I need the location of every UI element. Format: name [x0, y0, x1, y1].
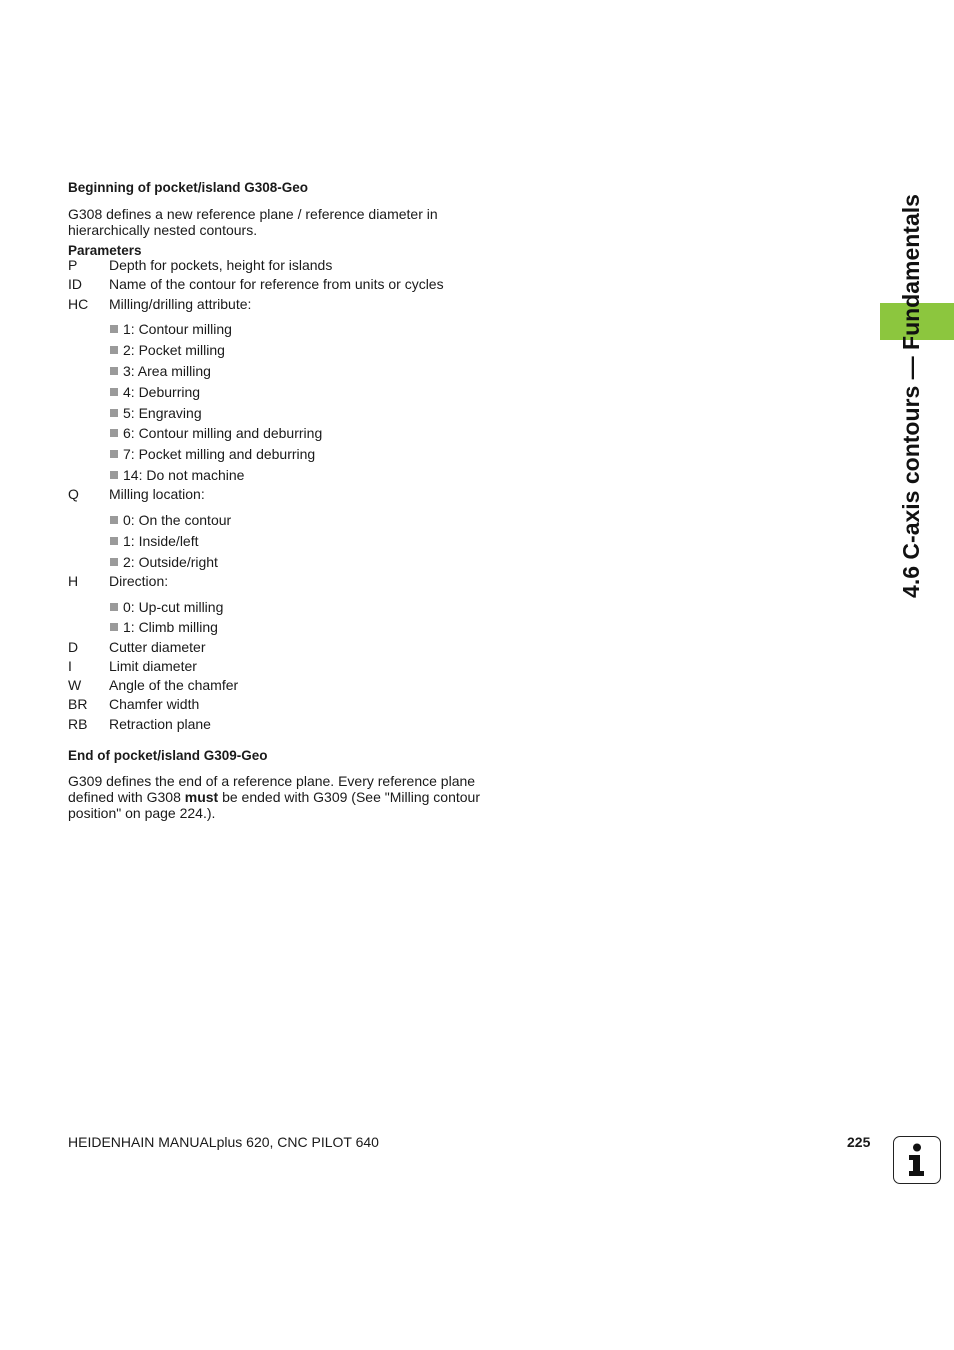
parameters-heading: Parameters — [68, 243, 142, 258]
square-bullet-icon — [110, 409, 118, 417]
hc-option: 3: Area milling — [110, 363, 211, 379]
info-glyph — [906, 1143, 928, 1177]
param-code: HC — [68, 296, 89, 312]
param-desc: Limit diameter — [109, 658, 197, 674]
param-desc: Retraction plane — [109, 716, 211, 732]
square-bullet-icon — [110, 603, 118, 611]
g309-line1: G309 defines the end of a reference plane. Every reference plane — [68, 773, 476, 789]
info-icon — [893, 1136, 941, 1184]
square-bullet-icon — [110, 516, 118, 524]
param-desc: Name of the contour for reference from units or cycles — [109, 276, 444, 292]
param-desc: Milling/drilling attribute: — [109, 296, 252, 312]
param-code: RB — [68, 716, 88, 732]
param-code: D — [68, 639, 79, 655]
square-bullet-icon — [110, 558, 118, 566]
hc-option: 2: Pocket milling — [110, 342, 225, 358]
param-code: P — [68, 257, 78, 273]
g308-intro-line1: G308 defines a new reference plane / reference diameter in — [68, 206, 438, 222]
square-bullet-icon — [110, 537, 118, 545]
param-desc: Milling location: — [109, 486, 205, 502]
param-desc: Angle of the chamfer — [109, 677, 239, 693]
hc-option: 1: Contour milling — [110, 321, 232, 337]
emphasis-must: must — [184, 789, 219, 805]
q-option: 2: Outside/right — [110, 554, 218, 570]
param-code: ID — [68, 276, 82, 292]
section-heading-g309: End of pocket/island G309-Geo — [68, 748, 268, 763]
chapter-side-title: 4.6 C-axis contours — Fundamentals — [898, 194, 924, 598]
param-code: BR — [68, 696, 88, 712]
square-bullet-icon — [110, 367, 118, 375]
param-desc: Chamfer width — [109, 696, 200, 712]
page-number: 225 — [847, 1134, 871, 1150]
square-bullet-icon — [110, 623, 118, 631]
hc-option: 4: Deburring — [110, 384, 200, 400]
square-bullet-icon — [110, 429, 118, 437]
h-option: 0: Up-cut milling — [110, 599, 223, 615]
param-desc: Direction: — [109, 573, 169, 589]
hc-option: 6: Contour milling and deburring — [110, 425, 322, 441]
square-bullet-icon — [110, 471, 118, 479]
hc-option: 7: Pocket milling and deburring — [110, 446, 315, 462]
g309-description — [68, 773, 528, 821]
q-option: 0: On the contour — [110, 512, 231, 528]
hc-option: 14: Do not machine — [110, 467, 244, 483]
square-bullet-icon — [110, 325, 118, 333]
g308-intro — [68, 206, 508, 238]
square-bullet-icon — [110, 450, 118, 458]
hc-option: 5: Engraving — [110, 405, 202, 421]
g308-intro-line2: hierarchically nested contours. — [68, 222, 258, 238]
h-option: 1: Climb milling — [110, 619, 218, 635]
section-heading-g308: Beginning of pocket/island G308-Geo — [68, 180, 309, 195]
param-desc: Cutter diameter — [109, 639, 206, 655]
q-option: 1: Inside/left — [110, 533, 199, 549]
square-bullet-icon — [110, 388, 118, 396]
footer-manual-title: HEIDENHAIN MANUALplus 620, CNC PILOT 640 — [68, 1134, 379, 1150]
param-desc: Depth for pockets, height for islands — [109, 257, 333, 273]
param-code: Q — [68, 486, 79, 502]
g309-line3: position" on page 224.). — [68, 805, 216, 821]
param-code: H — [68, 573, 79, 589]
param-code: I — [68, 658, 72, 674]
square-bullet-icon — [110, 346, 118, 354]
g309-line2: defined with G308 must be ended with G309 (See "Milling contour — [68, 789, 480, 805]
param-code: W — [68, 677, 82, 693]
